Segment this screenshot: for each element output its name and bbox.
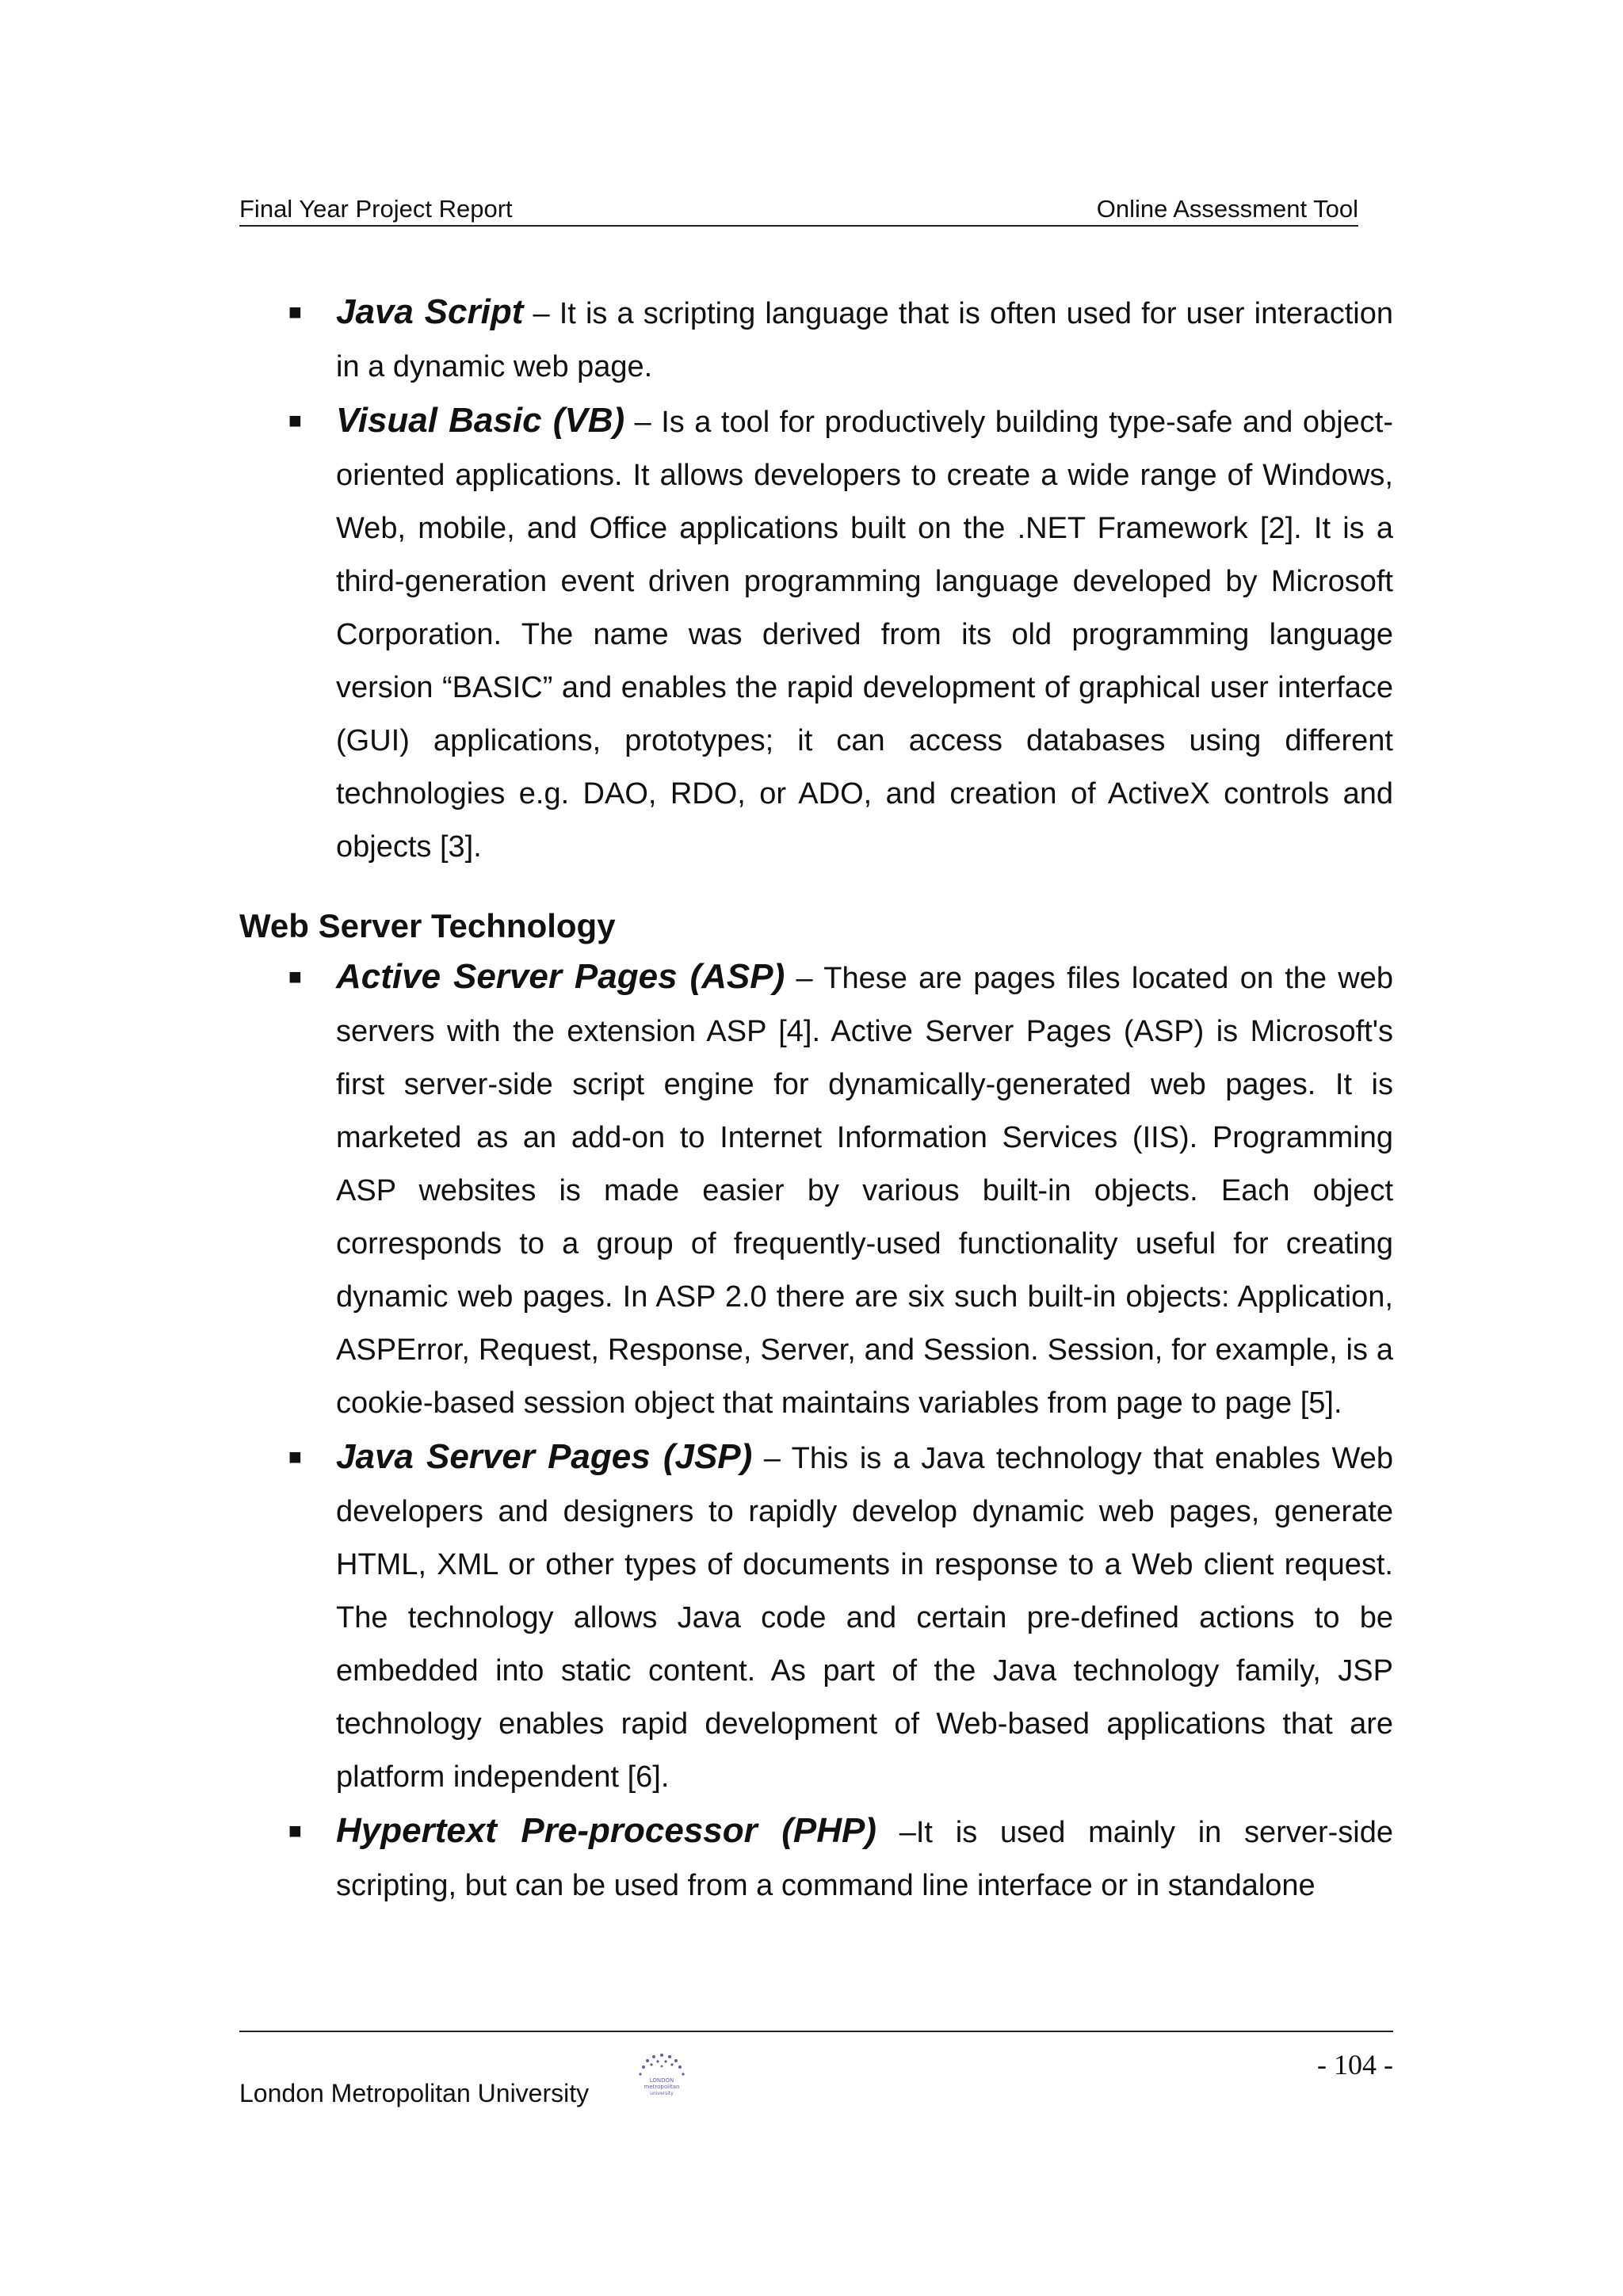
bullet-square-icon: ■ [288,408,302,433]
desc-asp: – These are pages files located on the web servers with the extension ASP [4]. Active Server Pages (ASP) is Microsoft's first server-side script engine for dynamically-generated web pages. It is marketed as an add-on to Internet Information Services (IIS). Programming ASP websites is made easier by various built-in objects. Each object corresponds to a group of frequently-used functionality useful for creating dynamic web pages. In ASP 2.0 there are six such built-in objects: Application, ASPError, Request, Response, Server, and Session. Session, for example, is a cookie-based session object that maintains variables from page to page [5]. [336,962,1394,1420]
desc-php: –It is used mainly in server-side scripting, but can be used from a command line interface or in standalone [336,1816,1393,1902]
desc-java-script: – It is a scripting language that is often used for user interaction in a dynamic web page. [336,297,1393,383]
bullet-square-icon: ■ [288,1818,302,1843]
bullet-square-icon: ■ [288,1444,302,1469]
university-logo-icon [626,2050,697,2098]
bullet-square-icon: ■ [288,964,302,989]
header-project-title: Online Assessment Tool [1096,195,1358,223]
bullet-square-icon: ■ [288,299,302,324]
footer-divider [239,2031,1393,2032]
list-item-asp [239,950,1393,1430]
term-php: Hypertext Pre-processor (PHP) [336,1811,876,1850]
term-java-script: Java Script [336,292,524,331]
term-asp: Active Server Pages (ASP) [336,957,785,996]
list-item-php [239,1804,1393,1913]
list-item-jsp [239,1430,1393,1804]
footer-university: London Metropolitan University [239,2079,590,2107]
page-header [239,193,1358,227]
list-item-java-script [239,285,1393,394]
desc-visual-basic: – Is a tool for productively building type-safe and object-oriented applications. It allows developers to create a wide range of Windows, Web, mobile, and Office applications built on the .NET Framework [2]. It is a third-generation event driven programming language developed by Microsoft Corporation. The name was derived from its old programming language version “BASIC” and enables the rapid development of graphical user interface (GUI) applications, prototypes; it can access databases using different technologies e.g. DAO, RDO, or ADO, and creation of ActiveX controls and objects [3]. [336,406,1393,864]
logo-text-line-3: university [650,2091,674,2096]
section-heading-web-server: Web Server Technology [239,907,616,944]
page-content [239,285,1393,1913]
logo-text-line-2: metropolitan [643,2084,680,2090]
web-server-list [239,950,1393,1913]
header-report-title: Final Year Project Report [239,195,513,223]
logo-text-line-1: LONDON [649,2077,674,2084]
desc-jsp: – This is a Java technology that enables Web developers and designers to rapidly develop dynamic web pages, generate HTML, XML or other types of documents in response to a Web client request. The technology allows Java code and certain pre-defined actions to be embedded into static content. As part of the Java technology family, JSP technology enables rapid development of Web-based applications that are platform independent [6]. [336,1442,1394,1794]
language-list [239,285,1393,874]
term-jsp: Java Server Pages (JSP) [336,1437,753,1476]
term-visual-basic: Visual Basic (VB) [336,401,625,440]
list-item-visual-basic [239,394,1393,874]
page-number: - 104 - [1317,2049,1393,2081]
